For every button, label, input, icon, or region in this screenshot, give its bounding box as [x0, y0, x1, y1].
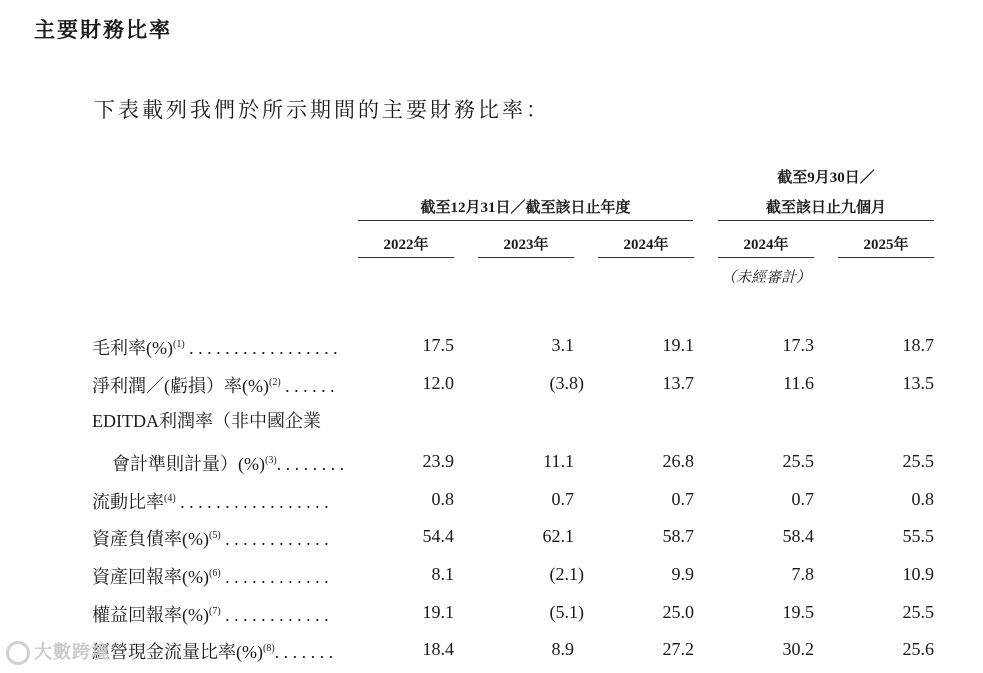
cell-2023: 11.1	[543, 451, 574, 471]
table-row	[0, 368, 983, 398]
year-rule	[598, 257, 694, 258]
cell-2024-9m: 17.3	[782, 335, 814, 355]
cell-2024-9m: 11.6	[783, 373, 814, 393]
cell-2025-9m: 18.7	[902, 335, 934, 355]
year-header-2025-nine-months: 2025年	[863, 237, 909, 253]
group-header-year-end: 截至12月31日／截至該日止年度	[420, 200, 631, 216]
year-header-2024-nine-months: 2024年	[743, 237, 789, 253]
cell-2022: 19.1	[422, 602, 454, 622]
group-rule-year-end	[358, 220, 693, 221]
cell-2022: 0.8	[431, 489, 454, 509]
year-rule	[358, 257, 454, 258]
cell-2024: 9.9	[671, 564, 694, 584]
watermark-logo-icon	[6, 641, 30, 665]
cell-2023: (3.8)	[549, 373, 584, 393]
section-heading: 主要財務比率	[34, 18, 172, 42]
cell-2022: 8.1	[431, 564, 454, 584]
cell-2024-9m: 19.5	[782, 602, 814, 622]
row-label: 淨利潤／(虧損）率(%)$^{(2)}$ . . . . . .	[92, 376, 335, 396]
table-row	[0, 406, 983, 436]
cell-2025-9m: 25.6	[902, 639, 934, 659]
cell-2024-9m: 25.5	[782, 451, 814, 471]
year-rule	[838, 257, 934, 258]
cell-2025-9m: 25.5	[902, 451, 934, 471]
cell-2022: 54.4	[422, 526, 454, 546]
cell-2023: 0.7	[551, 489, 574, 509]
cell-2022: 23.9	[422, 451, 454, 471]
year-rule	[718, 257, 814, 258]
cell-2024: 0.7	[671, 489, 694, 509]
cell-2024-9m: 0.7	[791, 489, 814, 509]
table-row	[0, 330, 983, 360]
cell-2025-9m: 13.5	[902, 373, 934, 393]
cell-2025-9m: 25.5	[902, 602, 934, 622]
cell-2022: 18.4	[422, 639, 454, 659]
unaudited-note: （未經審計）	[720, 270, 811, 286]
row-label: 流動比率$^{(4)}$ . . . . . . . . . . . . . . . . .	[92, 492, 329, 512]
cell-2024: 58.7	[662, 526, 694, 546]
intro-paragraph: 下表載列我們於所示期間的主要財務比率：	[94, 98, 550, 122]
table-row	[0, 597, 983, 627]
row-label: 會計準則計量）(%)$^{(3)}$. . . . . . . .	[112, 454, 345, 474]
watermark: 大數跨境	[6, 638, 110, 665]
cell-2024-9m: 58.4	[782, 526, 814, 546]
row-label: EDITDA利潤率（非中國企業	[92, 411, 321, 431]
row-label: 權益回報率(%)$^{(7)}$ . . . . . . . . . . . .	[92, 605, 329, 625]
year-header-2023: 2023年	[503, 237, 549, 253]
year-header-2024: 2024年	[623, 237, 669, 253]
table-row	[0, 634, 983, 664]
cell-2024: 26.8	[662, 451, 694, 471]
year-rule	[478, 257, 574, 258]
year-header-2022: 2022年	[383, 237, 429, 253]
cell-2022: 12.0	[422, 373, 454, 393]
cell-2022: 17.5	[422, 335, 454, 355]
cell-2023: 62.1	[542, 526, 574, 546]
cell-2024: 13.7	[662, 373, 694, 393]
row-label: 資產回報率(%)$^{(6)}$ . . . . . . . . . . . .	[92, 567, 329, 587]
cell-2023: (2.1)	[549, 564, 584, 584]
cell-2023: 3.1	[551, 335, 574, 355]
row-label: 資產負債率(%)$^{(5)}$ . . . . . . . . . . . .	[92, 529, 329, 549]
cell-2025-9m: 10.9	[902, 564, 934, 584]
cell-2025-9m: 0.8	[911, 489, 934, 509]
cell-2024: 25.0	[662, 602, 694, 622]
group-header-nine-months-line2: 截至該日止九個月	[765, 200, 886, 216]
cell-2025-9m: 55.5	[902, 526, 934, 546]
table-row	[0, 559, 983, 589]
cell-2024: 27.2	[662, 639, 694, 659]
table-row	[0, 521, 983, 551]
group-header-nine-months-line1: 截至9月30日／	[777, 170, 875, 186]
row-label: 毛利率(%)$^{(1)}$ . . . . . . . . . . . . . . . . .	[92, 338, 338, 358]
cell-2024-9m: 30.2	[782, 639, 814, 659]
cell-2024-9m: 7.8	[791, 564, 814, 584]
row-label: 經營現金流量比率(%)$^{(8)}$. . . . . . .	[92, 642, 334, 662]
group-rule-nine-months	[718, 220, 934, 221]
cell-2024: 19.1	[662, 335, 694, 355]
cell-2023: (5.1)	[549, 602, 584, 622]
cell-2023: 8.9	[551, 639, 574, 659]
table-row	[0, 446, 983, 476]
table-row	[0, 484, 983, 514]
